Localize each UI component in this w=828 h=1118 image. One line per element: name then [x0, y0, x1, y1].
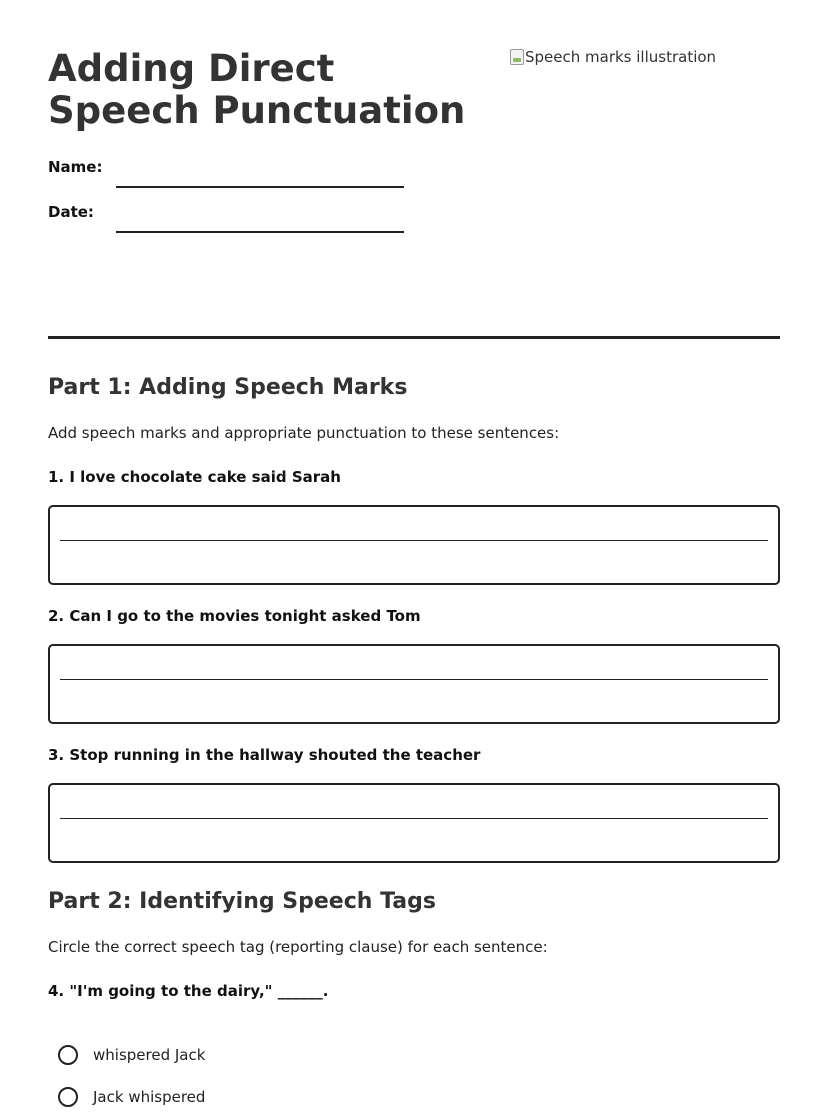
radio-circle-icon[interactable]: [58, 1087, 78, 1107]
name-field-row: [48, 158, 404, 176]
name-field[interactable]: [116, 186, 404, 188]
image-alt-text: Speech marks illustration: [525, 48, 717, 66]
part1-heading: Part 1: Adding Speech Marks: [48, 375, 408, 400]
answer-line: [60, 818, 768, 819]
name-label: Name:: [48, 158, 103, 176]
answer-line: [60, 679, 768, 680]
part2-instructions: Circle the correct speech tag (reporting clause) for each sentence:: [48, 938, 548, 956]
answer-box-3[interactable]: [48, 783, 780, 863]
question-4: 4. "I'm going to the dairy," ______.: [48, 982, 329, 1000]
question-1: 1. I love chocolate cake said Sarah: [48, 468, 341, 486]
date-field[interactable]: [116, 231, 404, 233]
answer-box-2[interactable]: [48, 644, 780, 724]
option-jack-whispered[interactable]: [58, 1087, 205, 1107]
date-field-row: [48, 203, 404, 221]
section-divider: [48, 336, 780, 339]
answer-box-1[interactable]: [48, 505, 780, 585]
radio-circle-icon[interactable]: [58, 1045, 78, 1065]
worksheet-title: Adding Direct Speech Punctuation: [48, 47, 466, 132]
speech-marks-image: [510, 48, 716, 66]
broken-image-icon: [510, 49, 524, 65]
option-label: whispered Jack: [93, 1046, 206, 1064]
part2-heading: Part 2: Identifying Speech Tags: [48, 889, 436, 914]
part1-instructions: Add speech marks and appropriate punctuation to these sentences:: [48, 424, 560, 442]
option-label: Jack whispered: [93, 1088, 206, 1106]
option-whispered-jack[interactable]: [58, 1045, 205, 1065]
question-3: 3. Stop running in the hallway shouted the teacher: [48, 746, 481, 764]
answer-line: [60, 540, 768, 541]
date-label: Date:: [48, 203, 94, 221]
question-2: 2. Can I go to the movies tonight asked Tom: [48, 607, 421, 625]
